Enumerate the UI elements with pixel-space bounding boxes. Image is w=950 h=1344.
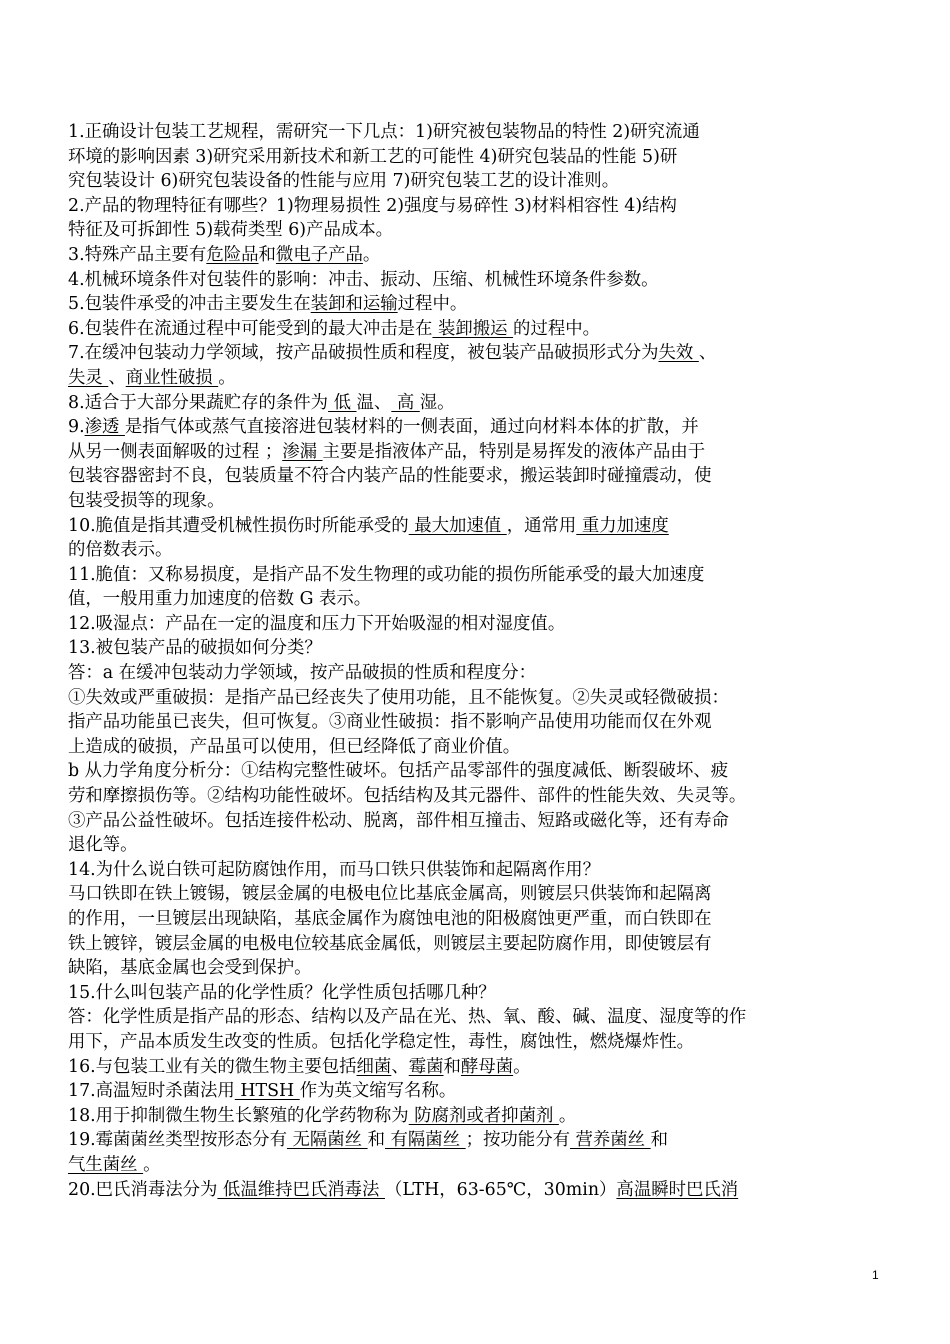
text-line [68, 833, 890, 858]
text-segment: 6.包装件在流通过程中可能受到的最大冲击是在 [68, 318, 433, 339]
text-line [68, 858, 890, 883]
text-segment: ①失效或严重破损：是指产品已经丧失了使用功能，且不能恢复。②失灵或轻微破损： [68, 687, 729, 708]
underlined-answer: 霉菌 [408, 1056, 444, 1077]
text-segment: 8.适合于大部分果蔬贮存的条件为 [68, 392, 329, 413]
text-segment: 退化等。 [68, 835, 138, 856]
text-line [68, 292, 890, 317]
text-segment: ，通常用 [506, 515, 577, 536]
text-line [68, 661, 890, 686]
text-segment: 11.脆值：又称易损度，是指产品不发生物理的或功能的损伤所能承受的最大加速度 [68, 564, 705, 585]
text-segment: 作为英文缩写名称。 [299, 1081, 457, 1102]
underlined-answer: 气生菌丝 [68, 1154, 144, 1175]
text-segment: 包装受损等的现象。 [68, 490, 225, 511]
text-line [68, 735, 890, 760]
underlined-answer: 失灵 [68, 367, 109, 388]
text-segment: ；按功能分有 [465, 1130, 570, 1151]
underlined-answer: 细菌 [356, 1056, 392, 1077]
text-segment: 包装容器密封不良，包装质量不符合内装产品的性能要求，搬运装卸时碰撞震动，使 [68, 466, 712, 487]
underlined-answer: 最大加速值 [408, 515, 507, 536]
text-segment: 马口铁即在铁上镀锡，镀层金属的电极电位比基底金属高，则镀层只供装饰和起隔离 [68, 884, 712, 905]
underlined-answer: 酵母菌 [460, 1056, 514, 1077]
underlined-answer: 渗漏 [282, 441, 323, 462]
text-segment: 答：a 在缓冲包装动力学领域，按产品破损的性质和程度分： [68, 663, 537, 684]
text-segment: 14.为什么说白铁可起防腐蚀作用，而马口铁只供装饰和起隔离作用？ [68, 859, 600, 880]
text-line [68, 514, 890, 539]
text-segment: 特征及可拆卸性 5)载荷类型 6)产品成本。 [68, 220, 394, 241]
text-segment: 13.被包装产品的破损如何分类？ [68, 638, 322, 659]
text-line [68, 243, 890, 268]
text-segment: 铁上镀锌，镀层金属的电极电位较基底金属低，则镀层主要起防腐作用，即使镀层有 [68, 933, 712, 954]
text-segment: 指产品功能虽已丧失，但可恢复。③商业性破损：指不影响产品使用功能而仅在外观 [68, 712, 712, 733]
text-line [68, 489, 890, 514]
underlined-answer: 危险品 [206, 244, 259, 265]
text-segment: 10.脆值是指其遭受机械性损伤时所能承受的 [68, 515, 409, 536]
text-line [68, 145, 890, 170]
text-line [68, 1005, 890, 1030]
text-segment: b 从力学角度分析分：①结构完整性破坏。包括产品零部件的强度减低、断裂破坏、疲 [68, 761, 729, 782]
text-line [68, 440, 890, 465]
text-segment: 的倍数表示。 [68, 540, 173, 561]
text-line [68, 1030, 890, 1055]
text-segment: 。 [218, 367, 236, 388]
text-line [68, 415, 890, 440]
text-line [68, 809, 890, 834]
text-line [68, 956, 890, 981]
text-segment: 缺陷，基底金属也会受到保护。 [68, 958, 312, 979]
underlined-answer: 微电子产品 [275, 244, 363, 265]
text-line [68, 784, 890, 809]
text-line [68, 1104, 890, 1129]
text-line [68, 464, 890, 489]
underlined-answer: 高温瞬时巴氏消 [616, 1179, 739, 1200]
text-segment: 1.正确设计包装工艺规程，需研究一下几点：1)研究被包装物品的特性 2)研究流通 [68, 122, 700, 142]
underlined-answer: 高 [391, 392, 420, 413]
text-line [68, 981, 890, 1006]
text-line [68, 1128, 890, 1153]
text-line [68, 1079, 890, 1104]
text-segment: 20.巴氏消毒法分为 [68, 1179, 218, 1200]
underlined-answer: 装卸和运输 [310, 294, 398, 315]
text-segment: 温、 [356, 392, 392, 413]
text-line [68, 268, 890, 293]
underlined-answer: 商业性破损 [125, 367, 219, 388]
text-segment: 、 [698, 343, 717, 364]
text-segment: 答：化学性质是指产品的形态、结构以及产品在光、热、氧、酸、碱、温度、湿度等的作 [68, 1007, 747, 1028]
text-segment: 、 [108, 367, 126, 388]
text-segment: 19.霉菌菌丝类型按形态分有 [68, 1130, 287, 1151]
document-body [68, 120, 890, 1202]
underlined-answer: 重力加速度 [576, 515, 669, 536]
text-segment: 的过程中。 [513, 318, 601, 339]
text-segment: 从另一侧表面解吸的过程 ； [68, 441, 283, 462]
text-segment: 是指气体或蒸气直接溶进包装材料的一侧表面，通过向材料本体的扩散，并 [124, 417, 699, 438]
page-number: 1 [872, 1268, 879, 1282]
text-line [68, 391, 890, 416]
text-segment: 9. [68, 417, 85, 438]
text-segment: 、 [391, 1056, 409, 1077]
text-segment: 和 [367, 1130, 385, 1151]
text-segment: 。 [362, 244, 381, 265]
text-segment: 和 [443, 1056, 461, 1077]
text-segment: 18.用于抑制微生物生长繁殖的化学药物称为 [68, 1105, 409, 1126]
text-segment: 的作用，一旦镀层出现缺陷，基底金属作为腐蚀电池的阳极腐蚀更严重，而白铁即在 [68, 909, 712, 929]
text-line [68, 759, 890, 784]
underlined-answer: 有隔菌丝 [385, 1130, 466, 1151]
text-segment: 15.什么叫包装产品的化学性质？化学性质包括哪几种？ [68, 982, 496, 1003]
text-line [68, 120, 890, 145]
text-line [68, 882, 890, 907]
text-line [68, 563, 890, 588]
underlined-answer: 防腐剂或者抑菌剂 [408, 1105, 559, 1126]
text-segment: 劳和摩擦损伤等。②结构功能性破坏。包括结构及其元器件、部件的性能失效、失灵等。 [68, 786, 747, 807]
text-segment: 用下，产品本质发生改变的性质。包括化学稳定性，毒性，腐蚀性，燃烧爆炸性。 [68, 1031, 695, 1052]
text-segment: 湿。 [419, 392, 455, 413]
text-segment: 上造成的破损，产品虽可以使用，但已经降低了商业价值。 [68, 736, 521, 757]
text-segment: 究包装设计 6)研究包装设备的性能与应用 7)研究包装工艺的设计准则。 [68, 171, 620, 192]
text-segment: 2.产品的物理特征有哪些？1)物理易损性 2)强度与易碎性 3)材料相容性 4)结构 [68, 195, 677, 216]
text-segment: 。 [558, 1105, 577, 1126]
text-line [68, 538, 890, 563]
underlined-answer: 低 [328, 392, 357, 413]
underlined-answer: 无隔菌丝 [286, 1130, 368, 1151]
text-segment: 过程中。 [397, 294, 468, 315]
text-segment: （LTH，63-65℃，30min） [384, 1179, 617, 1200]
text-line [68, 1178, 890, 1203]
text-line [68, 317, 890, 342]
text-segment: 。 [143, 1154, 161, 1175]
text-segment: 16.与包装工业有关的微生物主要包括 [68, 1056, 357, 1077]
underlined-answer: 低温维持巴氏消毒法 [217, 1179, 385, 1200]
underlined-answer: 装卸搬运 [432, 318, 514, 339]
underlined-answer: 营养菌丝 [569, 1130, 651, 1151]
text-line [68, 1055, 890, 1080]
text-segment: 值，一般用重力加速度的倍数 G 表示。 [68, 589, 372, 610]
underlined-answer: 渗透 [84, 417, 125, 438]
text-segment: 环境的影响因素 3)研究采用新技术和新工艺的可能性 4)研究包装品的性能 5)研 [68, 146, 678, 167]
text-segment: 4.机械环境条件对包装件的影响：冲击、振动、压缩、机械性环境条件参数。 [68, 269, 659, 290]
text-segment: 5.包装件承受的冲击主要发生在 [68, 294, 311, 315]
text-segment: 3.特殊产品主要有 [68, 244, 207, 265]
text-line [68, 636, 890, 661]
text-segment: 12.吸湿点：产品在一定的温度和压力下开始吸湿的相对湿度值。 [68, 613, 566, 634]
text-line [68, 169, 890, 194]
text-line [68, 686, 890, 711]
underlined-answer: 失效 [658, 343, 699, 364]
text-segment: 和 [650, 1130, 669, 1151]
text-line [68, 341, 890, 366]
text-segment: ③产品公益性破坏。包括连接件松动、脱离，部件相互撞击、短路或磁化等，还有寿命 [68, 810, 729, 831]
text-line [68, 907, 890, 932]
text-segment: 主要是指液体产品，特别是易挥发的液体产品由于 [322, 441, 706, 462]
text-line [68, 366, 890, 391]
text-line [68, 218, 890, 243]
text-segment: 。 [513, 1056, 531, 1077]
text-line [68, 587, 890, 612]
text-segment: 7.在缓冲包装动力学领域，按产品破损性质和程度，被包装产品破损形式分为 [68, 343, 659, 364]
text-line [68, 194, 890, 219]
text-line [68, 932, 890, 957]
text-segment: 和 [258, 244, 276, 265]
text-segment: 17.高温短时杀菌法用 [68, 1081, 235, 1102]
text-line [68, 1153, 890, 1178]
text-line [68, 710, 890, 735]
underlined-answer: HTSH [234, 1081, 300, 1102]
text-line [68, 612, 890, 637]
